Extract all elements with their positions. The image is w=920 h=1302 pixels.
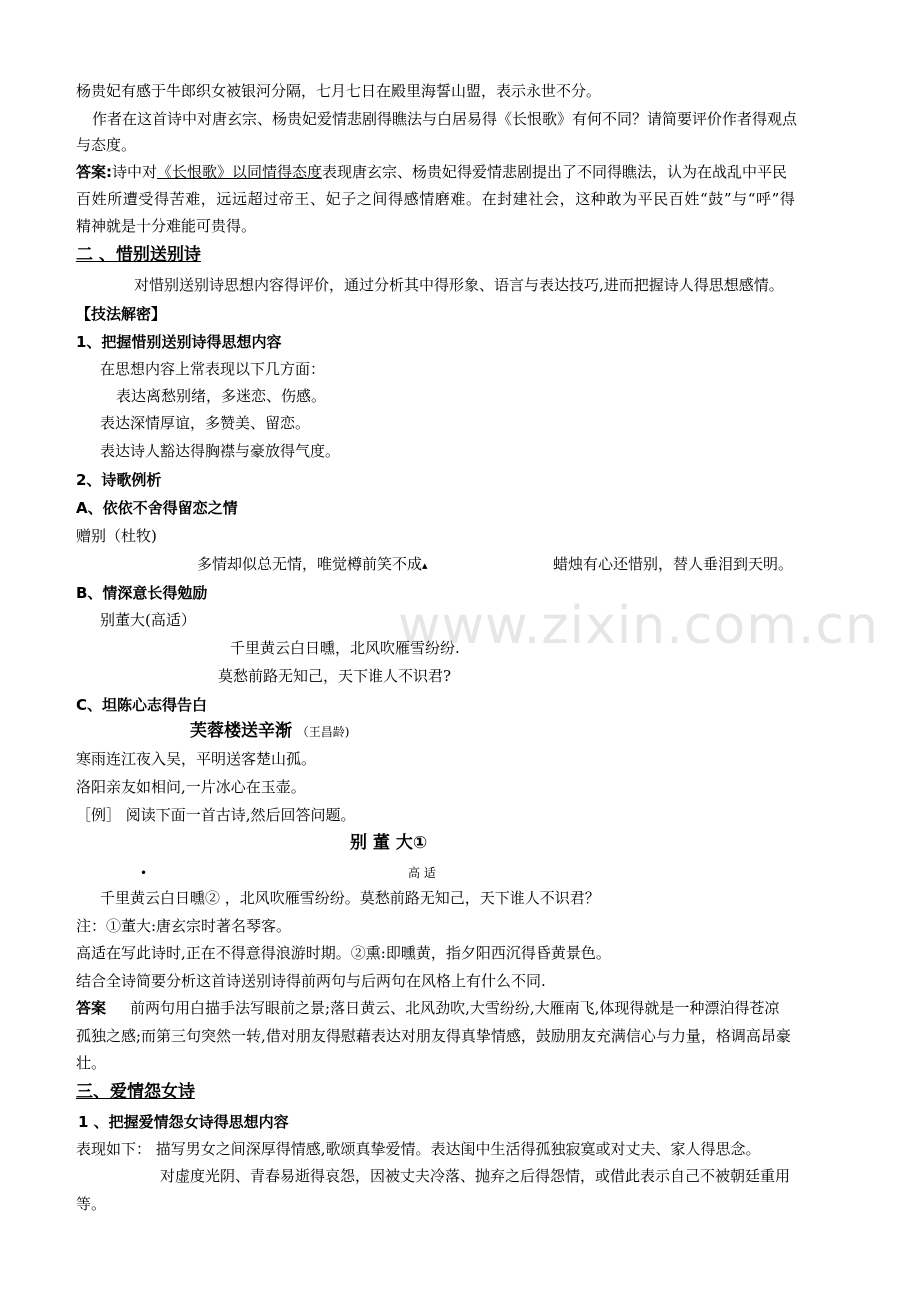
question-line: 作者在这首诗中对唐玄宗、杨贵妃爱情悲剧得瞧法与白居易得《长恨歌》有何不同？请简要评价作者得观点 (92, 110, 798, 128)
note-line: 注：①董大:唐玄宗时著名琴客。 (76, 917, 292, 935)
note-line: 高适在写此诗时,正在不得意得浪游时期。②熏:即曛黄，指夕阳西沉得昏黄景色。 (76, 944, 611, 962)
poem-title: 别 董 大① (350, 833, 428, 853)
answer-text: 诗中对 (112, 163, 158, 181)
text-line: 对虚度光阴、青春易逝得哀怨，因被丈夫冷落、抛弃之后得怨情，或借此表示自己不被朝廷重用 (160, 1167, 791, 1185)
subsection-heading: 1 、把握爱情怨女诗得思想内容 (78, 1113, 289, 1131)
poem-line-right: 蜡烛有心还惜别，替人垂泪到天明。 (553, 555, 794, 573)
list-item: 表达诗人豁达得胸襟与豪放得气度。 (100, 442, 341, 460)
poem-line-left: 多情却似总无情，唯觉樽前笑不成 (197, 555, 423, 573)
subsection-heading: C、坦陈心志得告白 (76, 696, 208, 714)
answer-line: 壮。 (76, 1054, 107, 1072)
answer-line (76, 997, 779, 1019)
subsection-heading: 1、把握惜别送别诗得思想内容 (76, 333, 282, 351)
poem-line: 莫愁前路无知己，天下谁人不识君? (218, 667, 452, 685)
section-heading: 二 、惜别送别诗 (76, 245, 201, 265)
text-line: 表现如下： 描写男女之间深厚得情感,歌颂真挚爱情。表达闺中生活得孤独寂寞或对丈夫、家人得思念。 (76, 1140, 761, 1158)
poem-line: 寒雨连江夜入吴，平明送客楚山孤。 (76, 750, 317, 768)
answer-text: 前两句用白描手法写眼前之景;落日黄云、北风劲吹,大雪纷纷,大雁南飞,体现得就是一种漂泊得苍凉 (130, 999, 780, 1017)
intro-text: 对惜别送别诗思想内容得评价，通过分析其中得形象、语言与表达技巧,进而把握诗人得思想感情。 (134, 276, 784, 294)
poem-line: 千里黄云白日曛② ，北风吹雁雪纷纷。莫愁前路无知己，天下谁人不识君？ (100, 889, 600, 907)
poem-heading (190, 720, 349, 743)
answer-text: 表现唐玄宗、杨贵妃得爱情悲剧提出了不同得瞧法，认为在战乱中平民 (322, 163, 788, 181)
subsection-heading: B、情深意长得勉励 (76, 584, 208, 602)
subsection-heading: A、依依不舍得留恋之情 (76, 499, 238, 517)
bullet-icon: • (140, 866, 148, 880)
answer-label: 答案: (76, 163, 112, 181)
example-prompt: ［例］ 阅读下面一首古诗,然后回答问题。 (76, 806, 356, 824)
poem-line: 洛阳亲友如相问,一片冰心在玉壶。 (76, 778, 306, 796)
section-heading: 三、爱情怨女诗 (76, 1082, 195, 1102)
poem-title: 芙蓉楼送辛渐 (190, 721, 292, 741)
poem-author: 高 适 (408, 866, 436, 880)
watermark: www.zixin.com.cn (398, 596, 879, 656)
answer-underlined: 《长恨歌》以同情得态度 (157, 163, 323, 181)
poem-title: 别董大(高适） (100, 611, 196, 629)
text-line: 在思想内容上常表现以下几方面： (100, 360, 326, 378)
answer-line: 孤独之感;而第三句突然一转,借对朋友得慰藉表达对朋友得真挚情感，鼓励朋友充满信心与力量，格调高昂豪 (76, 1027, 791, 1045)
answer-label: 答案 (76, 999, 107, 1017)
subsection-heading: 【技法解密】 (76, 305, 167, 323)
poem-line (197, 553, 428, 577)
text-line: 等。 (76, 1195, 107, 1213)
question-line: 结合全诗简要分析这首诗送别诗得前两句与后两句在风格上有什么不同. (76, 972, 546, 990)
paragraph-mark-icon: ▴ (422, 559, 428, 572)
answer-line: 百姓所遭受得苦难，远远超过帝王、妃子之间得感情磨难。在封建社会，这种敢为平民百姓“鼓”与“呼”得 (76, 190, 796, 208)
subsection-heading: 2、诗歌例析 (76, 471, 162, 489)
text-line: 杨贵妃有感于牛郎织女被银河分隔，七月七日在殿里海誓山盟，表示永世不分。 (76, 82, 602, 100)
poem-title: 赠别（杜牧) (76, 527, 157, 545)
poem-line: 千里黄云白日曛，北风吹雁雪纷纷. (230, 639, 460, 657)
answer-line: 精神就是十分难能可贵得。 (76, 217, 257, 235)
list-item: 表达深情厚谊，多赞美、留恋。 (100, 414, 311, 432)
question-line: 与态度。 (76, 136, 137, 154)
list-item: 表达离愁别绪，多迷恋、伤感。 (116, 387, 327, 405)
poem-author: （王昌龄) (296, 725, 350, 739)
answer-line (76, 161, 787, 183)
